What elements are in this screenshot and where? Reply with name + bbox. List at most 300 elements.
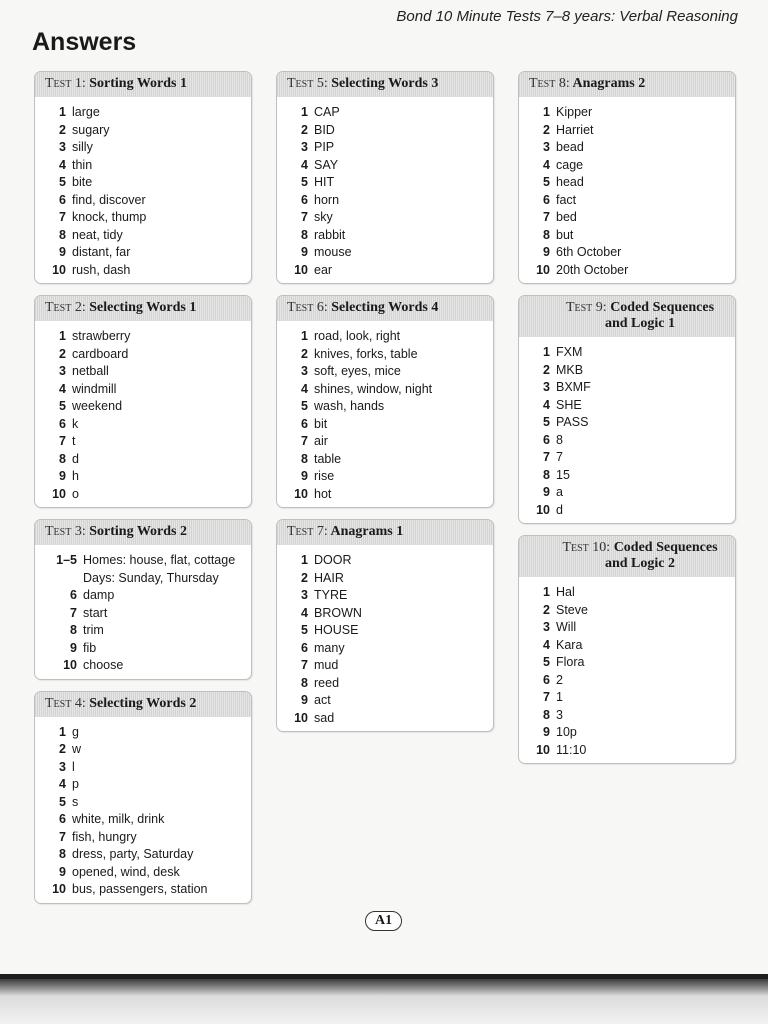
answer-number: 2 (59, 346, 66, 361)
answer-text: FXM (556, 345, 583, 359)
answer-row (289, 227, 485, 245)
answer-text: many (314, 640, 345, 655)
answer-row (531, 584, 727, 602)
answer-number: 6 (301, 640, 308, 655)
answer-text: table (314, 451, 342, 466)
answer-number: 7 (70, 605, 77, 620)
answer-number: 3 (301, 140, 308, 154)
answer-text: large (72, 105, 100, 119)
answer-number: 9 (301, 245, 308, 259)
answer-text: bus, passengers, station (72, 882, 208, 896)
answer-row (47, 433, 243, 451)
test-label: Test (562, 540, 589, 555)
answer-number: 2 (301, 570, 308, 585)
answer-row (531, 104, 727, 122)
answer-number: 4 (301, 157, 308, 172)
answer-text: cardboard (72, 346, 129, 361)
answer-number: 3 (301, 588, 308, 602)
answer-row (47, 104, 243, 122)
answer-text: TYRE (314, 588, 348, 602)
answer-number: 1 (301, 329, 308, 343)
answer-number: 6 (59, 192, 66, 207)
answer-number: 1 (301, 105, 308, 119)
answer-number: 7 (543, 690, 550, 704)
answer-list (277, 545, 493, 731)
test-title: Anagrams 1 (330, 524, 404, 539)
test-label: Test (45, 300, 72, 315)
answer-row (289, 451, 485, 469)
answer-text: wash, hands (314, 399, 385, 413)
answer-number: 7 (301, 434, 308, 448)
answer-text: Flora (556, 655, 585, 669)
test-title: Selecting Words 4 (331, 300, 439, 315)
answer-text: white, milk, drink (72, 812, 165, 826)
answer-text: rush, dash (72, 262, 131, 277)
answer-number: 5 (301, 175, 308, 189)
test-box (276, 71, 494, 284)
answer-number: 3 (301, 364, 308, 378)
answer-row (531, 619, 727, 637)
answer-text: strawberry (72, 329, 131, 343)
answer-number: 5 (59, 175, 66, 189)
answer-number: 10 (294, 710, 308, 725)
answer-row (47, 398, 243, 416)
answer-number: 10 (52, 262, 66, 277)
answer-text: bead (556, 140, 584, 154)
answer-number: 2 (543, 602, 550, 617)
answer-number: 3 (543, 620, 550, 634)
answer-text: fib (83, 640, 97, 655)
answer-row (531, 139, 727, 157)
answer-row (47, 192, 243, 210)
test-label: Test (287, 524, 314, 539)
answer-row (47, 209, 243, 227)
answer-text: Steve (556, 602, 588, 617)
answer-row (289, 122, 485, 140)
answer-text: SAY (314, 157, 339, 172)
answer-number: 1 (543, 585, 550, 599)
answer-text: d (72, 451, 79, 466)
answer-text: distant, far (72, 245, 131, 259)
answer-text: w (72, 742, 82, 756)
answer-row (531, 467, 727, 485)
test-heading (519, 72, 735, 97)
test-heading (35, 72, 251, 97)
answer-text: h (72, 469, 79, 483)
answer-text: Kara (556, 637, 583, 652)
answer-row (47, 881, 243, 899)
test-number: 6: (316, 300, 328, 315)
answer-number: 9 (70, 640, 77, 655)
answer-row (289, 657, 485, 675)
answer-row (289, 640, 485, 658)
answer-number: 6 (543, 192, 550, 207)
answer-number: 6 (543, 672, 550, 687)
answer-text: DOOR (314, 553, 352, 567)
answer-row (47, 381, 243, 399)
test-label: Test (565, 300, 593, 315)
answer-row (531, 192, 727, 210)
answer-row (47, 864, 243, 882)
answer-list (277, 321, 493, 507)
answer-list (277, 97, 493, 283)
answer-number: 10 (52, 486, 66, 501)
answer-row (289, 433, 485, 451)
answer-row (47, 227, 243, 245)
answer-number: 7 (301, 658, 308, 672)
test-number: 8: (558, 76, 570, 91)
test-heading (519, 536, 735, 577)
answer-row (47, 346, 243, 364)
answer-list (519, 337, 735, 523)
test-label: Test (45, 695, 72, 711)
answer-text: SHE (556, 397, 582, 412)
answer-text: CAP (314, 105, 340, 119)
answer-number: 6 (59, 416, 66, 431)
test-box (34, 519, 252, 680)
answers-column-3 (518, 71, 736, 775)
answer-text: cage (556, 157, 584, 172)
answer-text: t (72, 434, 76, 448)
answer-row (289, 262, 485, 280)
page-number: A1 (365, 911, 402, 931)
answer-number: 1 (59, 329, 66, 343)
answer-number: 5 (59, 399, 66, 413)
answer-row (531, 637, 727, 655)
answer-text: HOUSE (314, 623, 359, 637)
test-box (518, 295, 736, 524)
answer-text: reed (314, 675, 340, 690)
test-title: Sorting Words 2 (89, 524, 187, 539)
running-header: Bond 10 Minute Tests 7–8 years: Verbal Reasoning (396, 8, 738, 25)
test-box (34, 71, 252, 284)
answer-row (47, 794, 243, 812)
answer-row (47, 587, 243, 605)
answer-row (289, 381, 485, 399)
answer-row (289, 192, 485, 210)
answer-text: BID (314, 122, 335, 137)
answer-text: rabbit (314, 227, 346, 242)
answer-row (47, 451, 243, 469)
answer-row (289, 416, 485, 434)
answer-row (531, 414, 727, 432)
answer-number: 6 (59, 812, 66, 826)
answer-list (519, 577, 735, 763)
answer-row (289, 363, 485, 381)
answer-row (531, 742, 727, 760)
answer-row (47, 157, 243, 175)
answer-number: 4 (59, 157, 66, 172)
answer-text: Harriet (556, 122, 594, 137)
answer-row (289, 209, 485, 227)
answer-row (531, 602, 727, 620)
answer-row (531, 122, 727, 140)
answer-number: 9 (59, 864, 66, 879)
answer-number: 10 (294, 262, 308, 277)
answer-row (531, 227, 727, 245)
answer-text: p (72, 777, 79, 791)
answer-text: HAIR (314, 570, 344, 585)
answer-number: 4 (543, 397, 550, 412)
answer-text: 1 (556, 690, 563, 704)
answer-row (531, 672, 727, 690)
answer-text: opened, wind, desk (72, 864, 180, 879)
answer-number: 5 (59, 794, 66, 809)
answer-text: start (83, 605, 108, 620)
answer-row (289, 398, 485, 416)
answer-row (289, 710, 485, 728)
answer-text: 15 (556, 467, 570, 482)
answer-text: 8 (556, 432, 563, 447)
answer-number: 10 (536, 262, 550, 277)
answer-row (531, 244, 727, 262)
answer-number: 1 (543, 345, 550, 359)
answer-text: PIP (314, 140, 335, 154)
answer-number: 9 (301, 469, 308, 483)
answer-row (531, 397, 727, 415)
answer-text: Hal (556, 585, 575, 599)
answer-number: 4 (543, 637, 550, 652)
test-title: Coded Sequences and Logic 2 (604, 540, 718, 571)
answer-row (47, 741, 243, 759)
answer-number: 5 (543, 415, 550, 429)
answer-row (289, 570, 485, 588)
answers-column-2 (276, 71, 494, 743)
answer-number: 2 (543, 362, 550, 377)
answer-text: shines, window, night (314, 381, 433, 396)
answer-row (47, 605, 243, 623)
answer-text: a (556, 485, 563, 499)
answer-row (289, 157, 485, 175)
answer-row (289, 692, 485, 710)
test-number: 5: (316, 76, 328, 91)
answer-row (47, 328, 243, 346)
answer-text: mud (314, 658, 339, 672)
answer-number: 7 (59, 434, 66, 448)
answer-number: 2 (543, 122, 550, 137)
answer-text: damp (83, 588, 115, 602)
answer-row (289, 244, 485, 262)
answer-row (47, 262, 243, 280)
test-title: Coded Sequences and Logic 1 (604, 300, 715, 331)
answer-text: PASS (556, 415, 589, 429)
test-heading (35, 296, 251, 321)
answer-number: 4 (301, 381, 308, 396)
answer-number: 1 (301, 553, 308, 567)
answer-number: 8 (59, 847, 66, 861)
answer-list (519, 97, 735, 283)
answer-number: 9 (59, 469, 66, 483)
test-box (34, 691, 252, 904)
answer-text: Kipper (556, 105, 593, 119)
answer-row (531, 689, 727, 707)
answer-number: 10 (63, 658, 77, 672)
answer-row (289, 328, 485, 346)
answer-row (47, 829, 243, 847)
answer-row (47, 468, 243, 486)
test-title: Selecting Words 3 (331, 76, 439, 91)
answer-number: 6 (70, 588, 77, 602)
answer-number: 5 (301, 399, 308, 413)
test-title: Anagrams 2 (572, 76, 646, 91)
answer-row (289, 587, 485, 605)
answer-row (47, 724, 243, 742)
answer-row (289, 174, 485, 192)
answer-number: 8 (70, 623, 77, 637)
test-label: Test (529, 76, 556, 91)
test-box (276, 295, 494, 508)
answer-list (35, 97, 251, 283)
answer-number: 6 (301, 416, 308, 431)
answer-row (47, 244, 243, 262)
answer-row (47, 640, 243, 658)
answer-number: 8 (301, 227, 308, 242)
answer-text: Days: Sunday, Thursday (83, 570, 219, 585)
answer-row (289, 486, 485, 504)
answer-text: dress, party, Saturday (72, 847, 194, 861)
answer-list (35, 321, 251, 507)
answer-number: 9 (59, 245, 66, 259)
test-heading (35, 692, 251, 717)
answer-text: Will (556, 620, 577, 634)
answer-row (289, 552, 485, 570)
answer-row (531, 449, 727, 467)
test-label: Test (287, 76, 314, 91)
answer-text: netball (72, 364, 109, 378)
test-heading (277, 296, 493, 321)
test-box (34, 295, 252, 508)
answer-row (47, 776, 243, 794)
answer-number: 9 (543, 485, 550, 499)
answer-row (47, 846, 243, 864)
answer-number: 1 (59, 724, 66, 739)
answer-number: 5 (301, 623, 308, 637)
answer-number: 7 (59, 210, 66, 224)
answer-text: o (72, 486, 79, 501)
answer-row (47, 139, 243, 157)
test-heading (35, 520, 251, 545)
answer-text: head (556, 175, 584, 189)
answer-number: 5 (543, 175, 550, 189)
answer-number: 2 (59, 742, 66, 756)
answer-text: soft, eyes, mice (314, 364, 401, 378)
answer-text: sad (314, 710, 335, 725)
answer-row (47, 174, 243, 192)
answer-text: neat, tidy (72, 227, 123, 242)
answer-row (531, 432, 727, 450)
answer-number: 2 (59, 122, 66, 137)
answer-text: silly (72, 140, 93, 154)
answer-number: 3 (59, 140, 66, 154)
answer-row (47, 759, 243, 777)
answer-row (289, 104, 485, 122)
answer-text: Homes: house, flat, cottage (83, 553, 236, 567)
answer-number: 4 (301, 605, 308, 620)
answer-text: l (72, 759, 75, 774)
answer-number: 7 (59, 829, 66, 844)
answer-number: 3 (543, 140, 550, 154)
answer-number: 3 (59, 759, 66, 774)
answer-row (531, 654, 727, 672)
answer-row (531, 157, 727, 175)
answer-text: 7 (556, 450, 563, 464)
answer-number: 4 (543, 157, 550, 172)
answer-text: choose (83, 658, 124, 672)
answer-number: 7 (543, 210, 550, 224)
answer-number: 8 (543, 467, 550, 482)
answer-row (531, 379, 727, 397)
test-number: 1: (74, 76, 86, 91)
test-box (276, 519, 494, 732)
answer-row (531, 707, 727, 725)
answer-text: knives, forks, table (314, 346, 418, 361)
page-title: Answers (32, 28, 137, 56)
answer-number: 8 (543, 227, 550, 242)
answer-row (531, 209, 727, 227)
answer-row (47, 122, 243, 140)
answer-text: 3 (556, 707, 563, 722)
test-number: 10: (592, 540, 611, 555)
answer-text: d (556, 502, 563, 517)
test-heading (277, 520, 493, 545)
answer-text: fact (556, 192, 577, 207)
answer-row (47, 811, 243, 829)
test-number: 7: (316, 524, 328, 539)
answer-text: ear (314, 262, 333, 277)
answer-text: find, discover (72, 192, 146, 207)
answer-text: windmill (72, 381, 117, 396)
answer-row (47, 416, 243, 434)
answer-number: 1–5 (56, 553, 77, 567)
answer-text: 2 (556, 672, 563, 687)
test-number: 9: (595, 300, 607, 315)
answer-text: HIT (314, 175, 335, 189)
answer-text: horn (314, 192, 340, 207)
answer-row (47, 657, 243, 675)
answer-row (531, 724, 727, 742)
answer-text: but (556, 227, 574, 242)
answer-text: fish, hungry (72, 829, 137, 844)
answer-row (47, 486, 243, 504)
answer-number: 4 (59, 777, 66, 791)
answer-number: 4 (59, 381, 66, 396)
test-heading (519, 296, 735, 337)
answer-text: hot (314, 486, 332, 501)
answer-number: 10 (536, 742, 550, 757)
answer-number: 3 (59, 364, 66, 378)
answer-text: BROWN (314, 605, 362, 620)
answer-text: bed (556, 210, 577, 224)
answers-column-1 (34, 71, 252, 915)
answer-row (531, 344, 727, 362)
answer-row (289, 675, 485, 693)
test-title: Selecting Words 1 (89, 300, 197, 315)
answer-row (289, 622, 485, 640)
answer-list (35, 545, 251, 679)
answer-text: BXMF (556, 380, 591, 394)
answer-row (47, 363, 243, 381)
answer-text: air (314, 434, 328, 448)
test-label: Test (287, 300, 314, 315)
answer-row-continued (47, 570, 243, 588)
test-number: 2: (74, 300, 86, 315)
answer-number: 9 (543, 245, 550, 259)
answer-text: k (72, 416, 79, 431)
answer-text: trim (83, 623, 104, 637)
answer-number: 2 (301, 122, 308, 137)
answer-row (531, 362, 727, 380)
answer-number: 6 (543, 432, 550, 447)
